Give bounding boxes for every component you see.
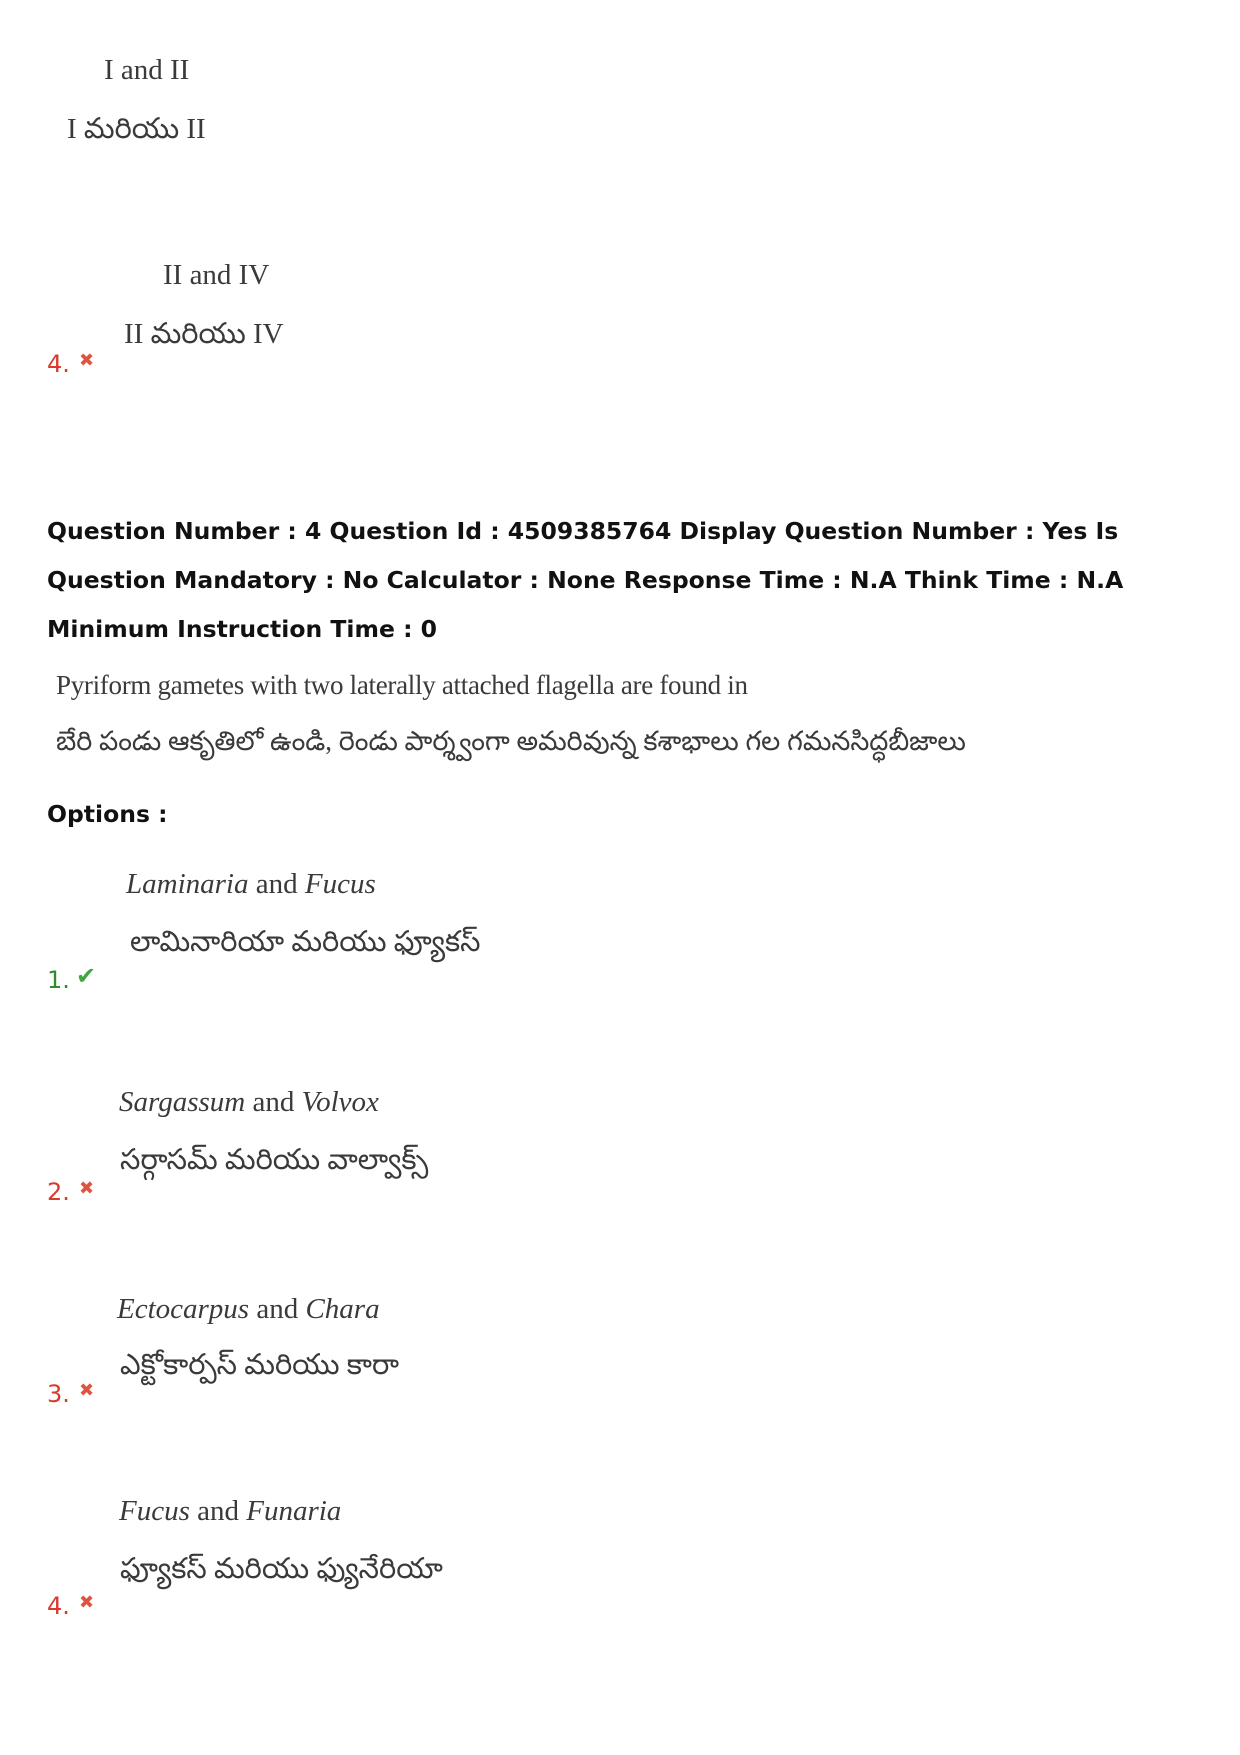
option-1-telugu: లామినారియా మరియు ఫ్యూకస్: [130, 926, 481, 958]
option-4-joiner: and: [197, 1495, 239, 1527]
question-meta: Question Number : 4 Question Id : 4509385764 Display Question Number : Yes Is Question Mandatory : No Calculator : None Response Time : N.A Think Time : N.A Minimum Instruction Time : 0: [47, 517, 1124, 643]
option-4-english: [119, 1495, 341, 1528]
option-3-term2: Chara: [305, 1293, 380, 1325]
option-2-english: [119, 1086, 379, 1119]
prev-option-4-english: II and IV: [163, 259, 270, 291]
prev-option-3-telugu: I మరియు II: [67, 113, 206, 145]
prev-option-4-number: 4.: [47, 350, 70, 378]
option-1-joiner: and: [255, 868, 298, 900]
prev-option-4-telugu: II మరియు IV: [124, 318, 284, 350]
option-3-joiner: and: [256, 1293, 299, 1325]
cross-icon: ✖: [79, 1178, 95, 1199]
prev-option-3-english: I and II: [104, 54, 190, 86]
option-1-term1: Laminaria: [126, 868, 249, 900]
option-3-telugu: ఎక్టోకార్పస్ మరియు కారా: [120, 1349, 400, 1381]
cross-icon: ✖: [79, 350, 95, 371]
question-text-telugu: బేరి పండు ఆకృతిలో ఉండి, రెండు పార్శ్వంగా అమరివున్న కశాభాలు గల గమనసిద్ధబీజాలు: [56, 726, 966, 756]
option-4-number: 4.: [47, 1592, 70, 1620]
option-2-telugu: సర్గాసమ్ మరియు వాల్వాక్స్: [120, 1144, 429, 1176]
option-1-english: [126, 868, 376, 901]
question-text-english: Pyriform gametes with two laterally attached flagella are found in: [56, 670, 748, 700]
option-3-number: 3.: [47, 1380, 70, 1408]
option-3-term1: Ectocarpus: [117, 1293, 250, 1325]
option-1-number: 1.: [47, 966, 70, 994]
option-1-term2: Fucus: [304, 868, 376, 900]
options-label: Options :: [47, 800, 168, 828]
option-4-term2: Funaria: [246, 1495, 342, 1527]
option-4-term1: Fucus: [119, 1495, 190, 1527]
option-2-term1: Sargassum: [119, 1086, 246, 1118]
cross-icon: ✖: [79, 1592, 95, 1613]
check-icon: ✔: [76, 962, 97, 990]
option-2-term2: Volvox: [301, 1086, 379, 1118]
option-2-joiner: and: [252, 1086, 295, 1118]
option-2-number: 2.: [47, 1178, 70, 1206]
option-3-english: [117, 1293, 380, 1326]
cross-icon: ✖: [79, 1380, 95, 1401]
option-4-telugu: ఫ్యూకస్ మరియు ఫ్యునేరియా: [120, 1553, 443, 1585]
